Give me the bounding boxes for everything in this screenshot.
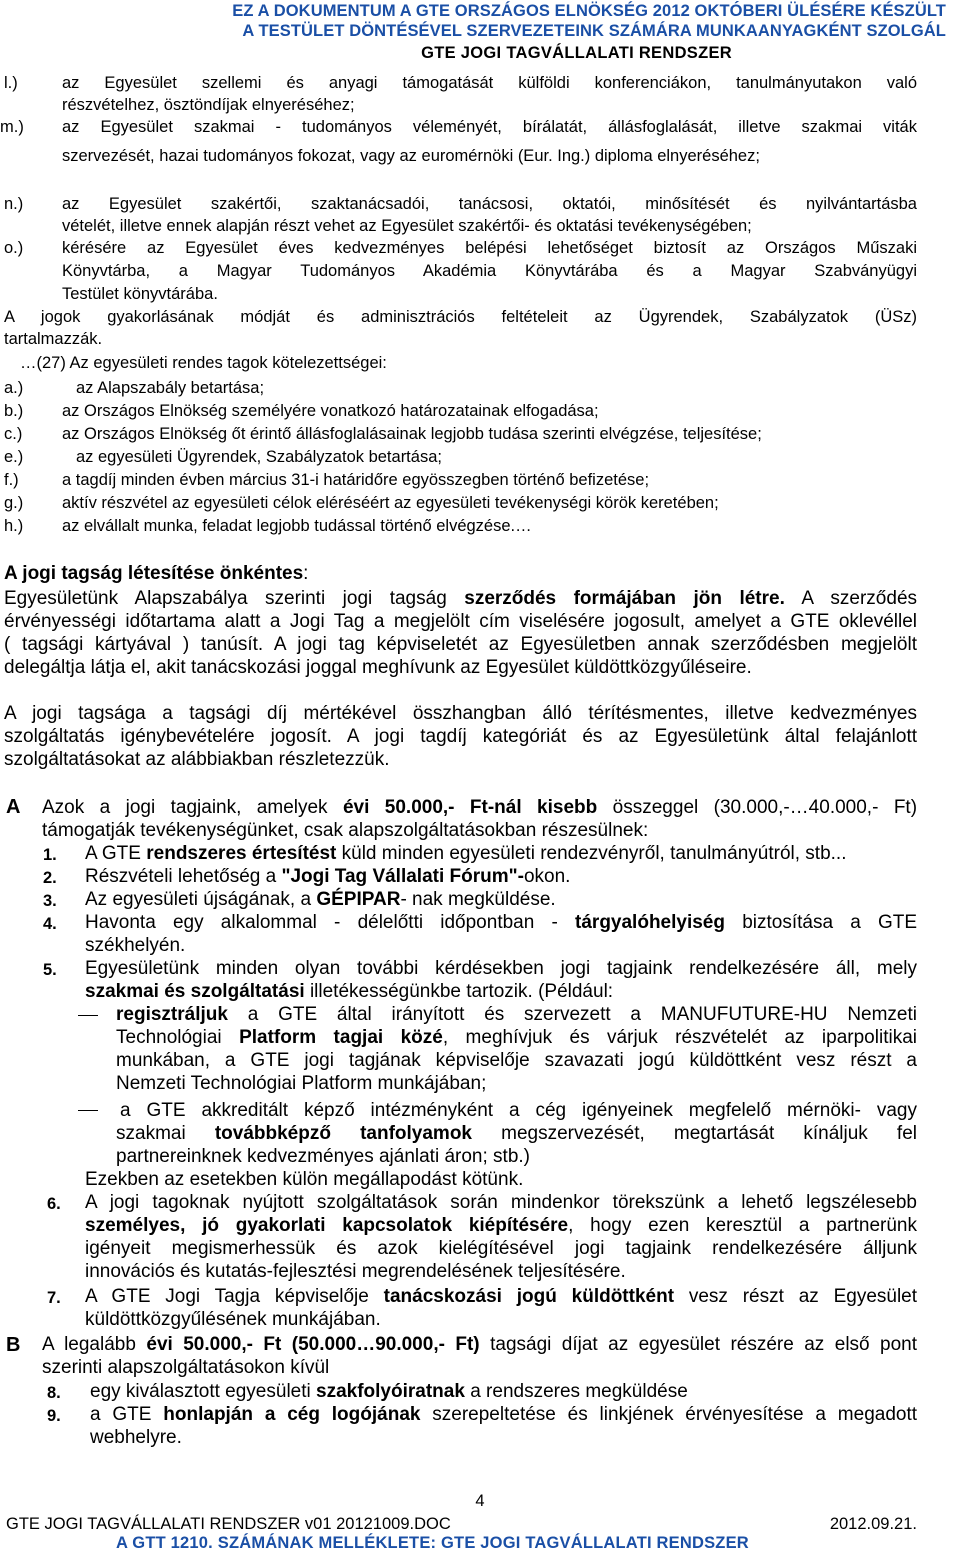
dash-2-line-3: partnereinknek kedvezményes ajánlati áron; stb.) — [116, 1146, 531, 1167]
dash-bullet-2 — [78, 1110, 98, 1111]
voluntary-heading: A jogi tagság létesítése önkéntes: — [4, 563, 309, 584]
section-b-letter: B — [6, 1334, 21, 1356]
item-6-line-2: személyes, jó gyakorlati kapcsolatok kiépítésére, hogy ezen keresztül a partnerünk — [85, 1215, 917, 1236]
dash-2-line-1: a GTE akkreditált képző intézményként a cég igényeinek megfelelő mérnöki- vagy — [120, 1100, 917, 1121]
dash-1-line-4: Nemzeti Technológiai Platform munkájában; — [116, 1073, 487, 1094]
obligation-text: az Országos Elnökség őt érintő állásfoglalásainak legjobb tudása szerinti elvégzése, teljesítése; — [62, 425, 762, 443]
item-l-line-2: részvételhez, ösztöndíjak elnyeréséhez; — [62, 96, 355, 114]
item-3-text: Az egyesületi újságának, a GÉPIPAR- nak megküldése. — [85, 889, 556, 910]
header-line-3: GTE JOGI TAGVÁLLALATI RENDSZER — [421, 44, 732, 62]
item-o-line-2: Könyvtárba, a Magyar Tudományos Akadémia Könyvtárába és a Magyar Szabványügyi — [62, 262, 917, 280]
item-9-line-2: webhelyre. — [90, 1427, 182, 1448]
item-4-number: 4. — [43, 915, 57, 933]
obligation-marker: h.) — [4, 517, 24, 535]
page-number: 4 — [475, 1492, 485, 1510]
item-8-number: 8. — [47, 1384, 61, 1402]
obligation-marker: g.) — [4, 494, 24, 512]
dash-1-line-3: munkában, a GTE jogi tagjának képviselője szavazati jogú küldöttként vesz részt a — [116, 1050, 917, 1071]
voluntary-p1-line-1: Egyesületünk Alapszabálya szerinti jogi tagság szerződés formájában jön létre. A szerződés — [4, 588, 918, 609]
item-6-line-4: innovációs és kutatás-fejlesztési megrendelésének teljesítésére. — [85, 1261, 626, 1282]
obligation-marker: f.) — [4, 471, 19, 489]
obligations-title: …(27) Az egyesületi rendes tagok kötelezettségei: — [20, 354, 387, 372]
item-6-number: 6. — [47, 1195, 61, 1213]
section-a-line-2: támogatják tevékenységünket, csak alapszolgáltatásokban részesülnek: — [42, 820, 649, 841]
obligation-text: aktív részvétel az egyesületi célok eléréséért az egyesületi tevékenységi körök keretében; — [62, 494, 719, 512]
item-2-number: 2. — [43, 869, 57, 887]
item-m-marker: m.) — [0, 118, 24, 136]
item-7-line-2: küldöttközgyűlésének munkájában. — [85, 1309, 381, 1330]
dash-2-line-2: szakmai továbbképző tanfolyamok megszervezését, megtartását kínáljuk fel — [116, 1123, 917, 1144]
item-5-line-1: Egyesületünk minden olyan további kérdésekben jogi tagjaink rendelkezésére áll, mely — [85, 958, 917, 979]
obligation-marker: c.) — [4, 425, 23, 443]
obligation-text: a tagdíj minden évben március 31-i határidőre egyösszegben történő befizetése; — [62, 471, 650, 489]
voluntary-p2-line-3: szolgáltatásokat az alábbiakban részletezzük. — [4, 749, 390, 770]
obligation-text: az egyesületi Ügyrendek, Szabályzatok betartása; — [76, 448, 442, 466]
item-7-number: 7. — [47, 1289, 61, 1307]
item-6-line-3: igényeit megismerhessük és azok kielégítésével jogi tagjaink rendelkezésére álljunk — [85, 1238, 917, 1259]
exercise-line-1: A jogok gyakorlásának módját és adminisztrációs feltételeit az Ügyrendek, Szabályzatok (ÜSz) — [4, 308, 917, 326]
item-l-marker: l.) — [4, 74, 18, 92]
obligation-marker: e.) — [4, 448, 24, 466]
header-line-2: A TESTÜLET DÖNTÉSÉVEL SZERVEZETEINK SZÁMÁRA MUNKAANYAGKÉNT SZOLGÁL — [242, 22, 946, 40]
header-line-1: EZ A DOKUMENTUM A GTE ORSZÁGOS ELNÖKSÉG 2012 OKTÓBERI ÜLÉSÉRE KÉSZÜLT — [232, 2, 946, 20]
voluntary-p2-line-1: A jogi tagsága a tagsági díj mértékével összhangban álló térítésmentes, illetve kedvezményes — [4, 703, 917, 724]
section-a-line-1: Azok a jogi tagjaink, amelyek évi 50.000,- Ft-nál kisebb összeggel (30.000,-…40.000,- Ft) — [42, 797, 918, 818]
dash-1-line-1: regisztráljuk a GTE által irányított és szervezett a MANUFUTURE-HU Nemzeti — [116, 1004, 917, 1025]
item-4-line-1: Havonta egy alkalommal - délelőtti időpontban - tárgyalóhelyiség biztosítása a GTE — [85, 912, 918, 933]
dash-1-line-2: Technológiai Platform tagjai közé, meghívjuk és várjuk részvételét az iparpolitikai — [116, 1027, 917, 1048]
item-o-marker: o.) — [4, 239, 24, 257]
item-8-text: egy kiválasztott egyesületi szakfolyóiratnak a rendszeres megküldése — [90, 1381, 688, 1402]
voluntary-p1-line-2: érvényességi időtartama alatt a Jogi Tag a megjelölt cím viselésére jogosult, amelyet a GTE oklevéllel — [4, 611, 917, 632]
item-9-line-1: a GTE honlapján a cég logójának szerepeltetése és linkjének érvényesítése a megadott — [90, 1404, 918, 1425]
item-5-line-2: szakmai és szolgáltatási illetékességünkbe tartozik. (Például: — [85, 981, 614, 1002]
voluntary-p1-line-4: delegáltja látja el, akit tanácskozási joggal meghívunk az Egyesület küldöttközgyűléseire. — [4, 657, 752, 678]
footer-date: 2012.09.21. — [829, 1515, 917, 1533]
item-2-text: Részvételi lehetőség a "Jogi Tag Vállalati Fórum"-okon. — [85, 866, 571, 887]
item-6-line-1: A jogi tagoknak nyújtott szolgáltatások során mindenkor törekszünk a lehető legszélesebb — [85, 1192, 917, 1213]
obligation-text: az Országos Elnökség személyére vonatkozó határozatainak elfogadása; — [62, 402, 599, 420]
item-7-line-1: A GTE Jogi Tagja képviselője tanácskozási jogú küldöttként vesz részt az Egyesület — [85, 1286, 918, 1307]
obligation-marker: a.) — [4, 379, 24, 397]
item-5-end: Ezekben az esetekben külön megállapodást kötünk. — [85, 1169, 524, 1190]
item-o-line-1: kérésére az Egyesület éves kedvezményes belépési lehetőséget biztosít az Országos Műszaki — [62, 239, 917, 257]
footer-attachment: A GTT 1210. SZÁMÁNAK MELLÉKLETE: GTE JOGI TAGVÁLLALATI RENDSZER — [116, 1534, 749, 1552]
item-l-line-1: az Egyesület szellemi és anyagi támogatását külföldi konferenciákon, tanulmányutakon való — [62, 74, 917, 92]
footer-doc-name: GTE JOGI TAGVÁLLALATI RENDSZER v01 20121009.DOC — [6, 1515, 451, 1533]
item-5-number: 5. — [43, 961, 57, 979]
item-m-line-2: szervezését, hazai tudományos fokozat, vagy az euromérnöki (Eur. Ing.) diploma elnyeréséhez; — [62, 147, 760, 165]
item-n-line-2: vételét, illetve ennek alapján részt vehet az Egyesület szakértői- és oktatási tevékenységében; — [62, 217, 752, 235]
item-o-line-3: Testület könyvtárába. — [62, 285, 218, 303]
exercise-line-2: tartalmazzák. — [4, 330, 103, 348]
section-a-letter: A — [6, 796, 21, 818]
obligation-text: az elvállalt munka, feladat legjobb tudással történő elvégzése.… — [62, 517, 532, 535]
voluntary-p2-line-2: szolgáltatás igénybevételére jogosít. A jogi tagdíj kategóriát és az Egyesületünk által felajánlott — [4, 726, 917, 747]
section-b-line-1: A legalább évi 50.000,- Ft (50.000…90.000,- Ft) tagsági díjat az egyesület részére az első pont — [42, 1334, 918, 1355]
item-9-number: 9. — [47, 1407, 61, 1425]
obligation-text: az Alapszabály betartása; — [76, 379, 265, 397]
item-3-number: 3. — [43, 892, 57, 910]
item-m-line-1: az Egyesület szakmai - tudományos véleményét, bírálatát, állásfoglalását, illetve szakmai viták — [62, 118, 917, 136]
item-n-line-1: az Egyesület szakértői, szaktanácsadói, tanácsosi, oktatói, minősítését és nyilvántartásba — [62, 195, 917, 213]
dash-bullet-1 — [78, 1015, 98, 1016]
item-n-marker: n.) — [4, 195, 24, 213]
voluntary-p1-line-3: ( tagsági kártyával ) tanúsít. A jogi tag képviseletét az Egyesületben annak szerződésben megjelölt — [4, 634, 917, 655]
item-4-line-2: székhelyén. — [85, 935, 186, 956]
item-1-number: 1. — [43, 846, 57, 864]
item-1-text: A GTE rendszeres értesítést küld minden egyesületi rendezvényről, tanulmányútról, stb... — [85, 843, 847, 864]
section-b-line-2: szerinti alapszolgáltatásokon kívül — [42, 1357, 330, 1378]
obligation-marker: b.) — [4, 402, 24, 420]
